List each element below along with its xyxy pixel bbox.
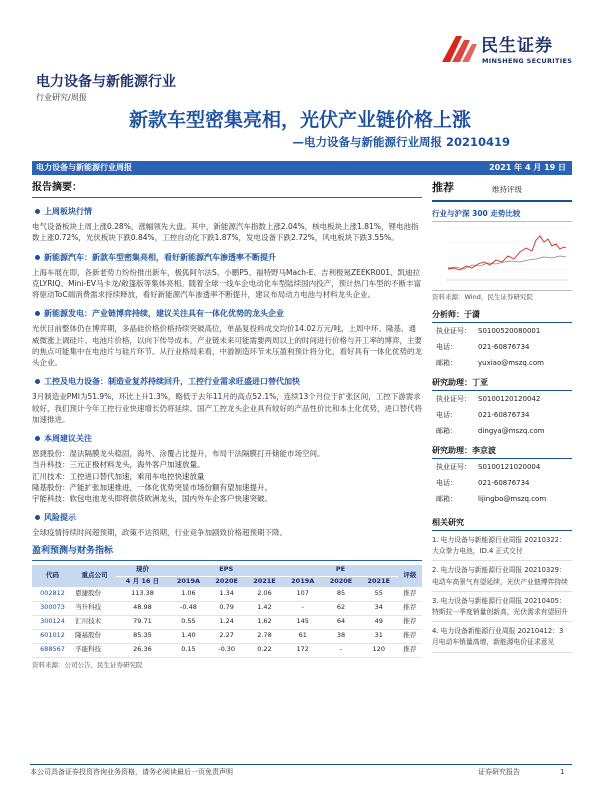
rating-label: 推荐 xyxy=(432,181,454,194)
table-source-note: 资料来源：公司公告、民生证券研究院 xyxy=(32,660,143,669)
analyst-cert-row xyxy=(432,459,572,475)
cell-pe: 31 xyxy=(360,629,398,643)
section-text: 全球疫情持续时间超预期，政策不达预期，行业竞争加剧致价格超预期下降。 xyxy=(32,528,287,538)
chart-source: 资料来源：Wind，民生证券研究院 xyxy=(432,293,533,302)
col-code: 代码 xyxy=(32,565,73,587)
col-year: 2020E xyxy=(322,576,360,587)
cell-eps: 2.06 xyxy=(246,587,284,601)
analyst-mail-row xyxy=(432,491,572,507)
footer-divider xyxy=(30,764,572,765)
cell-pe: - xyxy=(322,643,360,657)
doc-type: 行业研究/周报 xyxy=(36,93,87,102)
rating-row xyxy=(432,180,572,198)
footer-brand: 证券研究报告 xyxy=(478,768,520,776)
cell-price: 26.36 xyxy=(116,643,169,657)
logo-name-cn: 民生证券 xyxy=(481,36,553,56)
related-report-link[interactable]: 4. 电力设备新能源行业周报 20210412：3 月电动车销量高增，新能源电价征求意见 xyxy=(432,626,572,652)
footer-disclaimer: 本公司具备证券投资咨询业务资格，请务必阅读最后一页免责声明 xyxy=(30,768,233,776)
logo-mark-icon xyxy=(438,32,478,68)
bar-series-name: 电力设备与新能源行业周报 xyxy=(36,163,132,172)
cell-eps: 1.06 xyxy=(169,587,208,601)
col-year: 2020E xyxy=(208,576,246,587)
table-row xyxy=(32,629,422,643)
cell-pe: 49 xyxy=(360,615,398,629)
cell-pe: 64 xyxy=(322,615,360,629)
section-text: 光伏目前整体仍在博弈期，多晶硅价格价格持续突破高位，单晶复投料成交均价14.02万元/吨，上周中环、隆基、通威微涨上调硅片、电池片价格，以向下传导成本。产业链未来可能需要两周以上的时间进行价格与开工率的博弈，主要的焦点可能集中在电池片与硅片环节。从行业格局来看，中游制造环节未压盈利预计将分化，看好具有一体化优势的龙头企业。 xyxy=(32,324,422,367)
cell-name: 汇川技术 xyxy=(73,615,116,629)
cert-label: 执业证号： xyxy=(436,463,471,471)
sidebar-column xyxy=(432,180,572,653)
cell-code: 002812 xyxy=(32,587,73,601)
analyst-heading: 研究助理：丁亚 xyxy=(432,377,572,391)
cell-eps: 2.27 xyxy=(208,629,246,643)
mail-link[interactable]: lijingbo@mszq.com xyxy=(478,495,547,503)
report-subtitle: —电力设备与新能源行业周报 20210419 xyxy=(292,135,510,149)
cell-rating: 推荐 xyxy=(398,601,422,615)
table-row xyxy=(32,615,422,629)
rating-value: 维持评级 xyxy=(492,185,522,194)
section-title: 风险提示 xyxy=(32,512,422,524)
analyst-heading: 研究助理：李京波 xyxy=(432,445,572,459)
cert-label: 执业证号： xyxy=(436,395,471,403)
col-price: 现价 xyxy=(116,565,169,576)
recommend-line: 隆基股份：产能扩张加速推进，一体化优势突显市场份额有望加速提升。 xyxy=(32,482,272,492)
cell-pe: 61 xyxy=(283,629,322,643)
cell-pe: 55 xyxy=(360,587,398,601)
section-title: 本周建议关注 xyxy=(32,433,422,445)
section-text: 3月制造业PMI为51.9%，环比上升1.3%，略低于去年11月的高点52.1%，连续13个月位于扩张区间，工控下游需求较好，我们预计今年工控行业快速增长仍将延续。国产工控龙头企业具有较好的产品性价比和本土化优势，进口替代将加速推进。 xyxy=(32,392,422,424)
mail-link[interactable]: yuxiao@mszq.com xyxy=(478,359,544,367)
cell-rating: 推荐 xyxy=(398,587,422,601)
table-row xyxy=(32,587,422,601)
mail-label: 邮箱： xyxy=(436,359,457,367)
analyst-mail-row xyxy=(432,423,572,439)
cell-name: 隆基股份 xyxy=(73,629,116,643)
col-name: 重点公司 xyxy=(73,565,116,587)
recommend-line: 当升科技：三元正极材料龙头，海外客户加速放量。 xyxy=(32,460,205,470)
divider xyxy=(32,197,422,198)
trend-chart-graphic xyxy=(432,222,572,290)
logo-name-en: MINSHENG SECURITIES xyxy=(482,57,573,65)
cell-price: 85.35 xyxy=(116,629,169,643)
summary-column xyxy=(32,180,422,670)
tel-label: 电话： xyxy=(436,479,457,487)
cell-rating: 推荐 xyxy=(398,629,422,643)
cell-pe: 38 xyxy=(322,629,360,643)
analyst-mail-row xyxy=(432,355,572,371)
cell-price: 79.71 xyxy=(116,615,169,629)
section-text: 上海车展在即，各新老势力纷纷推出新车，极狐阿尔法S、小鹏P5、福特野马Mach-E、吉利极氪ZEEKR001、凯迪拉克LYRIQ、Mini-EV马卡龙/敞篷版等集体亮相。随着全球一线车企电动化车型陆续国内投产，预计热门车型的不断丰富将驱动ToC端消费需求持续释放，看好新能源汽车渗透率不断提升，建议布局动力电池与材料龙头企业。 xyxy=(32,267,422,299)
col-year: 2019A xyxy=(169,576,208,587)
page-number: 1 xyxy=(560,768,565,776)
table-title: 盈利预测与财务指标 xyxy=(32,545,114,556)
col-eps: EPS xyxy=(169,565,283,576)
col-price-date: 4 月 16 日 xyxy=(116,576,169,587)
table-row xyxy=(32,643,422,657)
section-title: 新能源汽车：新款车型密集亮相，看好新能源汽车渗透率不断提升 xyxy=(32,252,422,264)
cell-pe: 62 xyxy=(322,601,360,615)
recommend-line: 汇川技术：工控进口替代加速，乘用车电控快速放量 xyxy=(32,471,205,481)
section-title: 上周板块行情 xyxy=(32,206,422,218)
tel-value: 021-60876734 xyxy=(478,343,530,351)
cell-price: 48.98 xyxy=(116,601,169,615)
cell-pe: 85 xyxy=(322,587,360,601)
recommend-line: 宇能科技：软包电池龙头即将供货欧洲龙头，国内外车企客户快速突破。 xyxy=(32,494,272,503)
chart-heading: 行业与沪深 300 走势比较 xyxy=(432,209,521,218)
cell-eps: 1.40 xyxy=(169,629,208,643)
summary-heading: 报告摘要： xyxy=(32,182,82,193)
trend-chart xyxy=(432,221,572,291)
section-title: 工控及电力设备：制造业复苏持续回升，工控行业需求旺盛进口替代加快 xyxy=(32,376,422,388)
report-info-bar xyxy=(32,161,572,175)
analyst-tel-row xyxy=(432,407,572,423)
col-year: 2021E xyxy=(246,576,284,587)
tel-value: 021-60876734 xyxy=(478,411,530,419)
recommend-line: 恩捷股份：湿法隔膜龙头稳固，海外、涂覆占比提升，布局干法隔膜打开储能市场空间。 xyxy=(32,449,325,458)
related-report-link[interactable]: 1. 电力设备与新能源行业周报 20210322：大众拳力电池，ID.4 正式交付 xyxy=(432,535,572,561)
cert-value: S0100120120042 xyxy=(478,395,541,403)
cert-label: 执业证号： xyxy=(436,327,471,335)
col-pe: PE xyxy=(283,565,397,576)
related-report-link[interactable]: 3. 电力设备与新能源行业周报 20210405：特斯拉一季度销量创新高，光伏需求有望回升 xyxy=(432,596,572,622)
col-year: 2021E xyxy=(360,576,398,587)
cert-value: S0100520080001 xyxy=(478,327,541,335)
cell-eps: 1.42 xyxy=(246,601,284,615)
cell-price: 113.38 xyxy=(116,587,169,601)
cell-eps: 0.22 xyxy=(246,643,284,657)
related-heading: 相关研究 xyxy=(432,517,572,531)
mail-link[interactable]: dingya@mszq.com xyxy=(478,427,545,435)
cell-eps: 1.34 xyxy=(208,587,246,601)
report-title: 新款车型密集亮相，光伏产业链价格上涨 xyxy=(128,109,471,131)
cell-pe: 107 xyxy=(283,587,322,601)
analyst-cert-row xyxy=(432,323,572,339)
cell-pe: 172 xyxy=(283,643,322,657)
mail-label: 邮箱： xyxy=(436,495,457,503)
cell-eps: 0.55 xyxy=(169,615,208,629)
divider xyxy=(32,560,422,561)
financial-table xyxy=(32,565,422,658)
cell-pe: 34 xyxy=(360,601,398,615)
cell-code: 688567 xyxy=(32,643,73,657)
minsheng-logo xyxy=(438,32,578,72)
table-row xyxy=(32,601,422,615)
analyst-tel-row xyxy=(432,475,572,491)
divider xyxy=(432,200,572,202)
mail-label: 邮箱： xyxy=(436,427,457,435)
cell-code: 300124 xyxy=(32,615,73,629)
tel-label: 电话： xyxy=(436,411,457,419)
analyst-cert-row xyxy=(432,391,572,407)
section-title: 新能源发电：产业链博弈持续，建议关注具有一体化优势的龙头企业 xyxy=(32,308,422,320)
tel-label: 电话： xyxy=(436,343,457,351)
cell-eps: 1.24 xyxy=(208,615,246,629)
cell-pe: 120 xyxy=(360,643,398,657)
col-year: 2019A xyxy=(283,576,322,587)
cell-pe: - xyxy=(283,601,322,615)
cell-eps: -0.30 xyxy=(208,643,246,657)
cell-name: 当升科技 xyxy=(73,601,116,615)
cell-eps: 0.79 xyxy=(208,601,246,615)
related-report-link[interactable]: 2. 电力设备与新能源行业周报 20210329：电动车高景气有望延续，光伏产业链博弈持续 xyxy=(432,565,572,591)
cell-pe: 145 xyxy=(283,615,322,629)
analyst-heading: 分析师：于潇 xyxy=(432,309,572,323)
section-text: 电气设备板块上周上涨0.28%，涨幅领先大盘。其中，新能源汽车指数上涨2.04%，核电板块上涨1.81%，锂电池指数上涨0.72%，光伏板块下跌0.84%，工控自动化下跌1.87%，发电设备下跌2.72%，风电板块下跌3.55%。 xyxy=(32,222,419,243)
bar-date: 2021 年 4 月 19 日 xyxy=(489,163,566,172)
cell-eps: 2.78 xyxy=(246,629,284,643)
cell-eps: -0.48 xyxy=(169,601,208,615)
cell-eps: 0.15 xyxy=(169,643,208,657)
cert-value: S0100121020004 xyxy=(478,463,541,471)
industry-title: 电力设备与新能源行业 xyxy=(36,74,176,90)
cell-name: 恩捷股份 xyxy=(73,587,116,601)
cell-name: 孚能科技 xyxy=(73,643,116,657)
cell-rating: 推荐 xyxy=(398,615,422,629)
cell-eps: 1.62 xyxy=(246,615,284,629)
cell-rating: 推荐 xyxy=(398,643,422,657)
tel-value: 021-60876734 xyxy=(478,479,530,487)
analyst-tel-row xyxy=(432,339,572,355)
col-rating: 评级 xyxy=(398,565,422,587)
cell-code: 601012 xyxy=(32,629,73,643)
cell-code: 300073 xyxy=(32,601,73,615)
